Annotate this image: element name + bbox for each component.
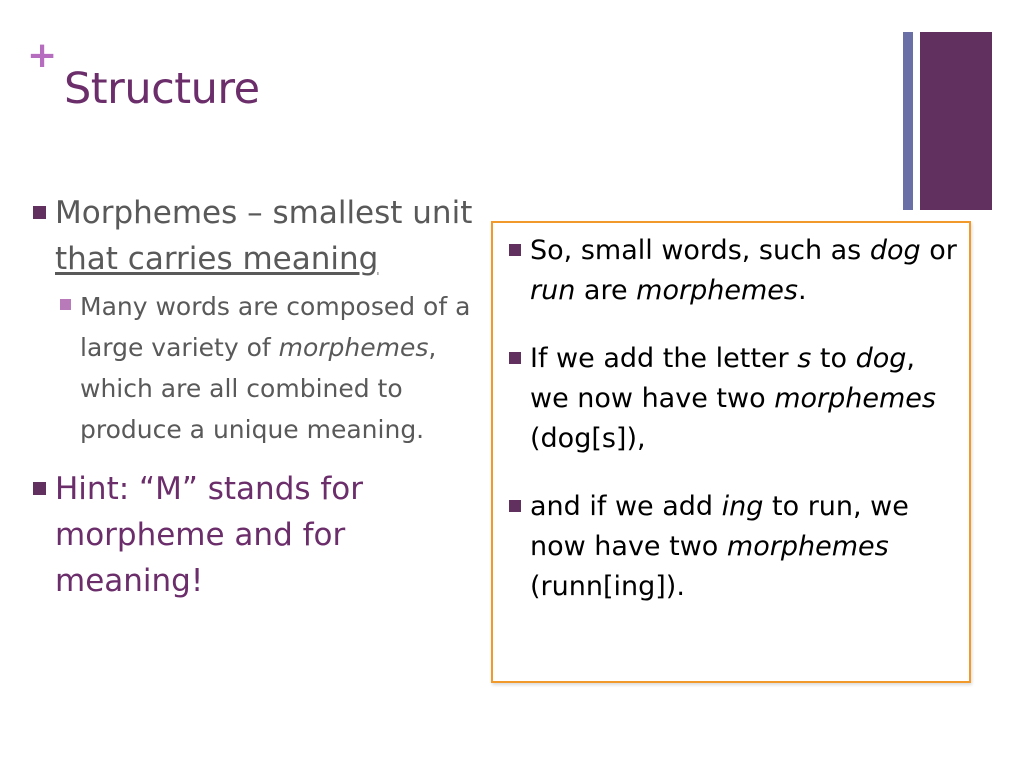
left-content — [30, 190, 480, 604]
decorative-bar-thin — [903, 32, 913, 210]
examples-list — [507, 231, 957, 635]
bullet-hint — [30, 466, 480, 604]
sub-bullet-text-a: Many words are composed of a large variety of — [80, 292, 471, 362]
plus-mark: + — [27, 35, 58, 76]
text-fragment: , we now have two — [530, 343, 915, 414]
example-item-1 — [507, 231, 957, 311]
decorative-bar-thick — [920, 32, 992, 210]
text-fragment: or — [920, 235, 957, 266]
italic-word: dog — [869, 235, 921, 266]
sub-bullet-text-b: , which are all combined to produce a unique meaning. — [80, 333, 437, 444]
italic-word: s — [797, 343, 812, 374]
text-fragment: If we add the letter — [530, 343, 798, 374]
text-fragment: to run, we now have two — [530, 491, 909, 562]
italic-word: dog — [855, 343, 907, 374]
examples-box — [491, 221, 971, 683]
bullet-morphemes — [30, 190, 480, 282]
text-fragment: (runn[ing]). — [530, 571, 685, 602]
bullet-hint-text: Hint: “M” stands for morpheme and for meaning! — [55, 471, 364, 599]
bullet-square-icon — [509, 244, 521, 256]
example-item-2 — [507, 339, 957, 459]
bullet-square-icon — [33, 482, 46, 495]
italic-word: morphemes — [726, 531, 889, 562]
sub-bullet-italic: morphemes — [278, 333, 429, 362]
bullet-square-icon — [509, 500, 521, 512]
italic-word: run — [530, 275, 576, 306]
italic-word: morphemes — [636, 275, 798, 306]
text-fragment: are — [575, 275, 637, 306]
sub-bullet-square-icon — [60, 299, 71, 310]
text-fragment: to — [811, 343, 856, 374]
text-fragment: . — [797, 275, 807, 306]
slide-title: Structure — [64, 64, 260, 114]
text-fragment: So, small words, such as — [530, 235, 870, 266]
bullet-square-icon — [33, 206, 46, 219]
text-fragment: and if we add — [530, 491, 722, 522]
text-fragment: (dog[s]), — [530, 423, 646, 454]
italic-word: ing — [721, 491, 764, 522]
bullet-morphemes-text: Morphemes – smallest unit — [55, 195, 473, 231]
bullet-square-icon — [509, 352, 521, 364]
sub-bullet-composition — [55, 286, 480, 450]
bullet-morphemes-underlined: that carries meaning — [55, 241, 379, 277]
example-item-3 — [507, 487, 957, 607]
italic-word: morphemes — [774, 383, 936, 414]
